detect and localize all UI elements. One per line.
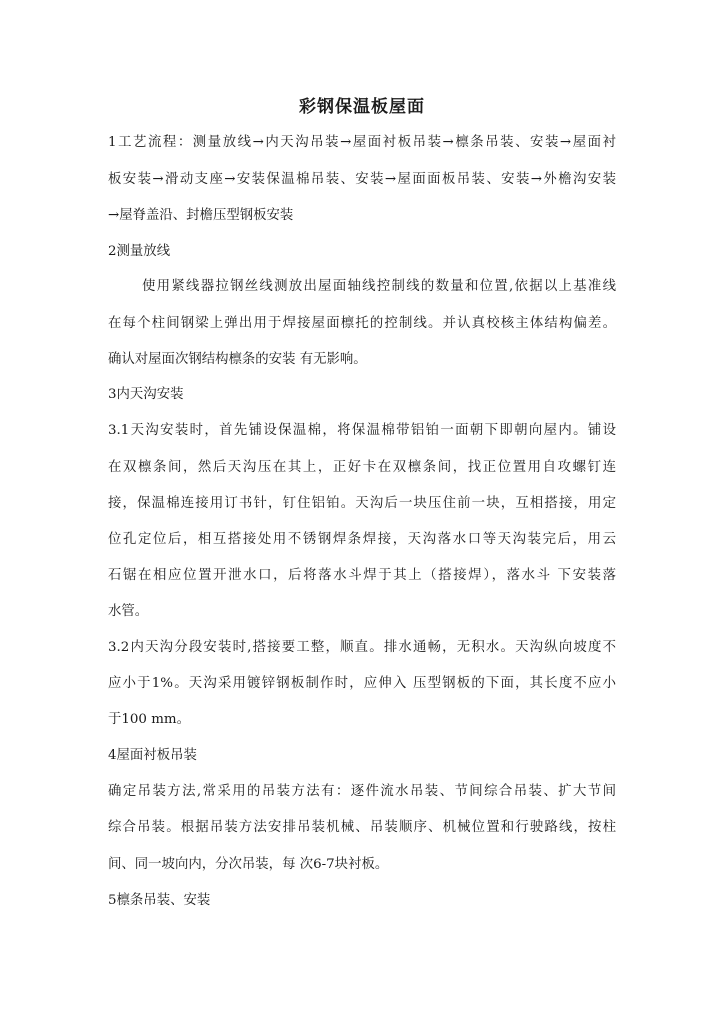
text-line-11: 接，保温棉连接用订书针，钉住铝铂。天沟后一块压住前一块，互相搭接，用定 bbox=[108, 496, 616, 511]
text-line-9: 3.1天沟安装时，首先铺设保温棉，将保温棉带铝铂一面朝下即朝向屋内。铺设 bbox=[108, 423, 616, 438]
text-line-19: 确定吊装方法,常采用的吊装方法有：逐件流水吊装、节间综合吊装、扩大节间 bbox=[108, 784, 616, 799]
section-heading-2: 2测量放线 bbox=[108, 244, 171, 259]
text-line-12: 位孔定位后，相互搭接处用不锈钢焊条焊接，天沟落水口等天沟装完后，用云 bbox=[108, 532, 616, 547]
text-line-14: 水管。 bbox=[108, 604, 149, 619]
text-line-7: 确认对屋面次钢结构檩条的安装 有无影响。 bbox=[108, 352, 367, 367]
section-heading-3: 3内天沟安装 bbox=[108, 387, 184, 402]
section-heading-5: 5檩条吊装、安装 bbox=[108, 893, 211, 908]
section-heading-4: 4屋面衬板吊装 bbox=[108, 748, 197, 763]
text-line-15: 3.2内天沟分段安装时,搭接要工整，顺直。排水通畅，无积水。天沟纵向坡度不 bbox=[108, 640, 616, 655]
text-line-2: 板安装→滑动支座→安装保温棉吊装、安装→屋面面板吊装、安装→外檐沟安装 bbox=[108, 172, 616, 187]
text-line-1: 1工艺流程：测量放线→内天沟吊装→屋面衬板吊装→檩条吊装、安装→屋面衬 bbox=[108, 135, 616, 150]
text-line-6: 在每个柱间钢梁上弹出用于焊接屋面檩托的控制线。并认真校核主体结构偏差。 bbox=[108, 316, 616, 331]
text-line-13: 石锯在相应位置开泄水口，后将落水斗焊于其上（搭接焊），落水斗 下安装落 bbox=[108, 568, 616, 583]
text-line-20: 综合吊装。根据吊装方法安排吊装机械、吊装顺序、机械位置和行驶路线，按柱 bbox=[108, 820, 616, 835]
text-line-5: 使用紧线器拉钢丝线测放出屋面轴线控制线的数量和位置,依据以上基准线 bbox=[142, 279, 616, 294]
text-line-3: →屋脊盖沿、封檐压型钢板安装 bbox=[108, 208, 294, 223]
text-line-17: 于100 mm。 bbox=[108, 712, 190, 727]
text-line-10: 在双檩条间，然后天沟压在其上，正好卡在双檩条间，找正位置用自攻螺钉连 bbox=[108, 460, 616, 475]
text-line-16: 应小于1%。天沟采用镀锌钢板制作时，应伸入 压型钢板的下面，其长度不应小 bbox=[108, 676, 616, 691]
text-line-21: 间、同一坡向内，分次吊装，每 次6-7块衬板。 bbox=[108, 857, 389, 872]
page-title: 彩钢保温板屋面 bbox=[299, 97, 425, 117]
